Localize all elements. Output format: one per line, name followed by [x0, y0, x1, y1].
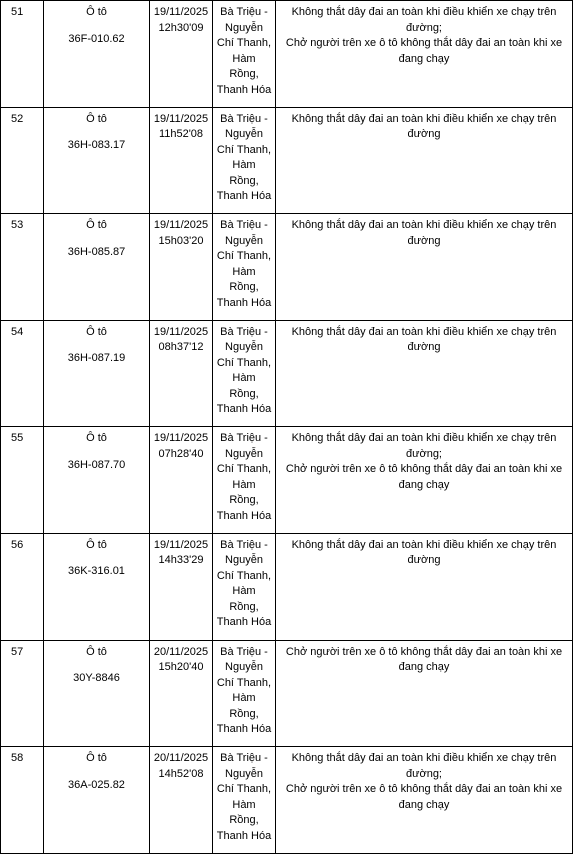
datetime-cell: [150, 533, 213, 640]
violation-date: 20/11/2025: [153, 752, 209, 765]
violation-cell: [276, 1, 573, 108]
location-line: Rồng,: [229, 68, 259, 80]
row-number: 55: [11, 432, 24, 445]
violation-time: 14h52'08: [158, 767, 204, 780]
location-cell: [213, 1, 276, 108]
datetime-cell: [150, 214, 213, 321]
location-line: Bà Triệu -: [220, 325, 268, 338]
location-cell: [213, 107, 276, 214]
location-line: Rồng,: [229, 174, 259, 187]
vehicle-type: Ô tô: [86, 325, 107, 338]
violations-table-body: [1, 1, 573, 854]
location-cell: [213, 427, 276, 534]
location-line: Thanh Hóa: [216, 190, 272, 203]
violation-cell: [276, 640, 573, 747]
location-line: Bà Triệu -: [220, 219, 268, 232]
violation-date: 20/11/2025: [153, 645, 209, 658]
table-row: [1, 747, 573, 854]
location-line: Hàm: [232, 692, 256, 705]
row-number-cell: [1, 533, 44, 640]
row-number-cell: [1, 640, 44, 747]
location-line: Rồng,: [229, 814, 259, 827]
location-line: Bà Triệu -: [220, 6, 268, 18]
location-line: Chí Thanh,: [216, 250, 272, 263]
violation-text: Không thắt dây đai an toàn khi điều khiển xe chạy trên đường: [291, 325, 557, 354]
location-line: Chí Thanh,: [216, 676, 272, 689]
location-line: Bà Triệu -: [220, 752, 268, 765]
license-plate: 30Y-8846: [73, 672, 120, 685]
violation-date: 19/11/2025: [153, 432, 209, 445]
violation-text: Không thắt dây đai an toàn khi điều khiển xe chạy trên đường: [291, 112, 557, 141]
violation-date: 19/11/2025: [153, 538, 209, 551]
vehicle-type: Ô tô: [86, 538, 107, 551]
license-plate: 36H-087.70: [67, 458, 126, 471]
violation-text: Không thắt dây đai an toàn khi điều khiển xe chạy trên đường: [291, 219, 557, 247]
vehicle-cell: [44, 320, 150, 427]
datetime-cell: [150, 640, 213, 747]
violation-time: 07h28'40: [158, 447, 204, 460]
violation-cell: [276, 214, 573, 321]
violation-text: Chở người trên xe ô tô không thắt dây đai an toàn khi xe đang chạy: [285, 37, 563, 65]
vehicle-type: Ô tô: [86, 112, 107, 125]
vehicle-cell: [44, 1, 150, 108]
location-line: Hàm: [232, 798, 256, 811]
violation-text: Không thắt dây đai an toàn khi điều khiển xe chạy trên đường: [291, 538, 557, 567]
violation-date: 19/11/2025: [153, 219, 209, 232]
license-plate: 36H-085.87: [67, 245, 126, 258]
location-line: Nguyễn: [225, 21, 263, 34]
location-line: Chí Thanh,: [216, 783, 272, 796]
location-line: Hàm: [232, 159, 256, 172]
vehicle-type: Ô tô: [86, 6, 107, 18]
row-number: 54: [11, 325, 24, 338]
vehicle-cell: [44, 214, 150, 321]
location-line: Hàm: [232, 265, 256, 278]
location-line: Chí Thanh,: [216, 37, 272, 49]
location-line: Thanh Hóa: [216, 403, 272, 416]
violation-cell: [276, 747, 573, 854]
location-line: Thanh Hóa: [216, 509, 272, 522]
location-line: Rồng,: [229, 281, 259, 294]
location-line: Nguyễn: [225, 234, 263, 247]
table-row: [1, 214, 573, 321]
violation-cell: [276, 533, 573, 640]
violation-text: Chở người trên xe ô tô không thắt dây đai an toàn khi xe đang chạy: [285, 645, 563, 674]
row-number-cell: [1, 107, 44, 214]
location-cell: [213, 747, 276, 854]
location-line: Thanh Hóa: [216, 616, 272, 629]
location-line: Bà Triệu -: [220, 112, 268, 125]
row-number: 56: [11, 538, 24, 551]
license-plate: 36H-087.19: [67, 352, 126, 365]
license-plate: 36F-010.62: [68, 32, 125, 45]
violation-time: 15h03'20: [158, 234, 204, 247]
row-number: 53: [11, 219, 24, 232]
vehicle-type: Ô tô: [86, 432, 107, 445]
vehicle-cell: [44, 747, 150, 854]
location-line: Nguyễn: [225, 341, 263, 354]
row-number: 51: [11, 6, 24, 18]
datetime-cell: [150, 1, 213, 108]
location-line: Nguyễn: [225, 554, 263, 567]
vehicle-cell: [44, 640, 150, 747]
location-line: Chí Thanh,: [216, 143, 272, 156]
location-line: Nguyễn: [225, 128, 263, 141]
location-line: Thanh Hóa: [216, 83, 272, 96]
datetime-cell: [150, 320, 213, 427]
table-row: [1, 640, 573, 747]
violation-text: Không thắt dây đai an toàn khi điều khiển xe chạy trên đường;: [291, 752, 557, 780]
table-row: [1, 533, 573, 640]
location-line: Hàm: [232, 478, 256, 491]
location-line: Hàm: [232, 585, 256, 598]
location-line: Nguyễn: [225, 767, 263, 780]
location-line: Rồng,: [229, 494, 259, 507]
vehicle-type: Ô tô: [86, 752, 107, 765]
location-line: Hàm: [232, 52, 256, 65]
row-number-cell: [1, 320, 44, 427]
location-cell: [213, 533, 276, 640]
location-line: Nguyễn: [225, 447, 263, 460]
violation-time: 08h37'12: [158, 341, 204, 354]
license-plate: 36H-083.17: [67, 139, 126, 152]
violation-text: Chở người trên xe ô tô không thắt dây đai an toàn khi xe đang chạy: [285, 463, 563, 491]
row-number-cell: [1, 427, 44, 534]
license-plate: 36A-025.82: [68, 778, 125, 791]
violation-cell: [276, 427, 573, 534]
violation-time: 15h20'40: [158, 661, 204, 674]
violation-cell: [276, 320, 573, 427]
violation-time: 14h33'29: [158, 554, 204, 567]
violation-date: 19/11/2025: [153, 325, 209, 338]
location-line: Rồng,: [229, 600, 259, 613]
row-number-cell: [1, 747, 44, 854]
datetime-cell: [150, 427, 213, 534]
vehicle-cell: [44, 427, 150, 534]
violation-date: 19/11/2025: [153, 112, 209, 125]
vehicle-cell: [44, 533, 150, 640]
row-number: 57: [11, 645, 24, 658]
location-line: Hàm: [232, 372, 256, 385]
datetime-cell: [150, 747, 213, 854]
table-row: [1, 1, 573, 108]
license-plate: 36K-316.01: [68, 565, 125, 578]
location-line: Thanh Hóa: [216, 296, 272, 309]
location-line: Rồng,: [229, 707, 259, 720]
location-line: Thanh Hóa: [216, 829, 272, 842]
location-line: Chí Thanh,: [216, 356, 272, 369]
violation-text: Không thắt dây đai an toàn khi điều khiển xe chạy trên đường;: [291, 432, 557, 460]
location-cell: [213, 320, 276, 427]
location-line: Bà Triệu -: [220, 538, 268, 551]
location-line: Bà Triệu -: [220, 645, 268, 658]
row-number-cell: [1, 214, 44, 321]
violation-date: 19/11/2025: [153, 6, 209, 18]
violation-text: Không thắt dây đai an toàn khi điều khiển xe chạy trên đường;: [291, 6, 557, 34]
location-line: Rồng,: [229, 387, 259, 400]
location-line: Chí Thanh,: [216, 463, 272, 476]
location-cell: [213, 640, 276, 747]
table-row: [1, 320, 573, 427]
table-row: [1, 107, 573, 214]
row-number: 58: [11, 752, 24, 765]
row-number: 52: [11, 112, 24, 125]
table-row: [1, 427, 573, 534]
violation-time: 12h30'09: [158, 21, 204, 34]
violation-cell: [276, 107, 573, 214]
violation-time: 11h52'08: [158, 128, 204, 141]
datetime-cell: [150, 107, 213, 214]
violation-text: Chở người trên xe ô tô không thắt dây đai an toàn khi xe đang chạy: [285, 783, 563, 811]
vehicle-cell: [44, 107, 150, 214]
vehicle-type: Ô tô: [86, 219, 107, 232]
location-line: Bà Triệu -: [220, 432, 268, 445]
row-number-cell: [1, 1, 44, 108]
location-cell: [213, 214, 276, 321]
location-line: Chí Thanh,: [216, 569, 272, 582]
vehicle-type: Ô tô: [86, 645, 107, 658]
location-line: Nguyễn: [225, 661, 263, 674]
location-line: Thanh Hóa: [216, 723, 272, 736]
